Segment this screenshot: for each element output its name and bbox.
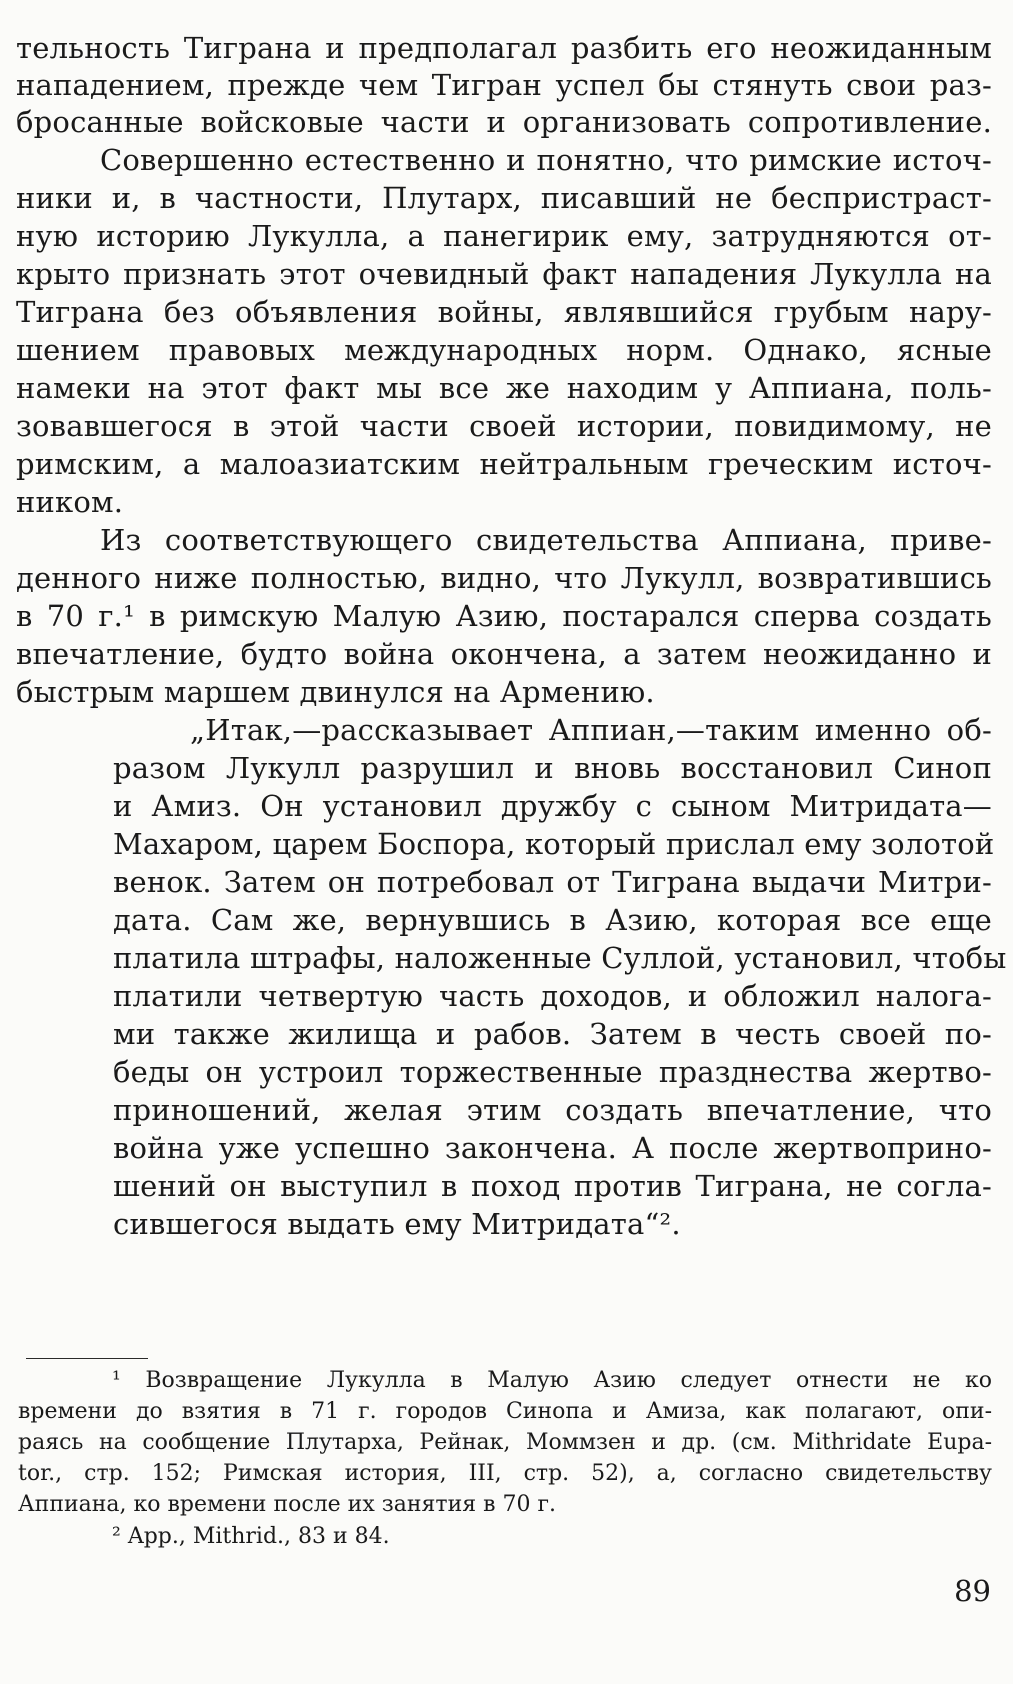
quote-line: разом Лукулл разрушил и вновь восстановил Синоп [113, 751, 992, 785]
quote-line: война уже успешно закончена. А после жертвоприно- [113, 1131, 992, 1165]
quote-line: приношений, желая этим создать впечатление, что [113, 1093, 992, 1127]
body-line: Из соответствующего свидетельства Аппиана, приве- [100, 523, 992, 557]
quote-line: беды он устроил торжественные празднества жертво- [113, 1055, 992, 1089]
quote-line: сившегося выдать ему Митридата“². [113, 1207, 681, 1241]
body-line: тельность Тиграна и предполагал разбить его неожиданным [16, 31, 992, 65]
quote-line: шений он выступил в поход против Тиграна, не согла- [113, 1169, 992, 1203]
quote-line: и Амиз. Он установил дружбу с сыном Митридата— [113, 789, 992, 823]
quote-line: платила штрафы, наложенные Суллой, установил, чтобы [113, 941, 1007, 975]
body-line: зовавшегося в этой части своей истории, повидимому, не [16, 409, 992, 443]
quote-line: Махаром, царем Боспора, который прислал ему золотой [113, 827, 995, 861]
body-line: в 70 г.¹ в римскую Малую Азию, постарался сперва создать [16, 599, 992, 633]
quote-line: платили четвертую часть доходов, и обложил налога- [113, 979, 992, 1013]
body-line: ную историю Лукулла, а панегирик ему, затрудняются от- [16, 219, 992, 253]
body-line: нападением, прежде чем Тигран успел бы стянуть свои раз- [16, 68, 992, 102]
quote-line: дата. Сам же, вернувшись в Азию, которая все еще [113, 903, 992, 937]
footnote-line: Аппиана, ко времени после их занятия в 70 г. [18, 1492, 556, 1517]
body-line: намеки на этот факт мы все же находим у Аппиана, поль- [16, 371, 992, 405]
body-line: денного ниже полностью, видно, что Лукулл, возвратившись [16, 561, 992, 595]
quote-line: „Итак,—рассказывает Аппиан,—таким именно об- [190, 713, 992, 747]
body-line: ником. [16, 485, 124, 519]
body-line: впечатление, будто война окончена, а затем неожиданно и [16, 637, 992, 671]
body-line: Тиграна без объявления войны, являвшийся грубым нару- [16, 295, 992, 329]
body-line: быстрым маршем двинулся на Армению. [16, 675, 655, 709]
body-line: бросанные войсковые части и организовать сопротивление. [16, 105, 992, 139]
body-line: шением правовых международных норм. Однако, ясные [16, 333, 992, 367]
footnote-line: ¹ Возвращение Лукулла в Малую Азию следует отнести не ко [112, 1368, 992, 1393]
page-number: 89 [954, 1574, 991, 1608]
footnote-line: времени до взятия в 71 г. городов Синопа и Амиза, как полагают, опи- [18, 1399, 992, 1424]
footnote-line: раясь на сообщение Плутарха, Рейнак, Моммзен и др. (см. Mithridate Eupa- [18, 1430, 992, 1455]
footnote-divider [26, 1358, 148, 1359]
body-line: римским, а малоазиатским нейтральным греческим источ- [16, 447, 992, 481]
body-line: ники и, в частности, Плутарх, писавший не беспристраст- [16, 181, 992, 215]
quote-line: венок. Затем он потребовал от Тиграна выдачи Митри- [113, 865, 992, 899]
body-line: Совершенно естественно и понятно, что римские источ- [100, 143, 992, 177]
footnote-line: tor., стр. 152; Римская история, III, стр. 52), а, согласно свидетельству [18, 1461, 992, 1486]
footnote-line: ² App., Mithrid., 83 и 84. [112, 1524, 390, 1549]
body-line: крыто признать этот очевидный факт нападения Лукулла на [16, 257, 992, 291]
quote-line: ми также жилища и рабов. Затем в честь своей по- [113, 1017, 992, 1051]
